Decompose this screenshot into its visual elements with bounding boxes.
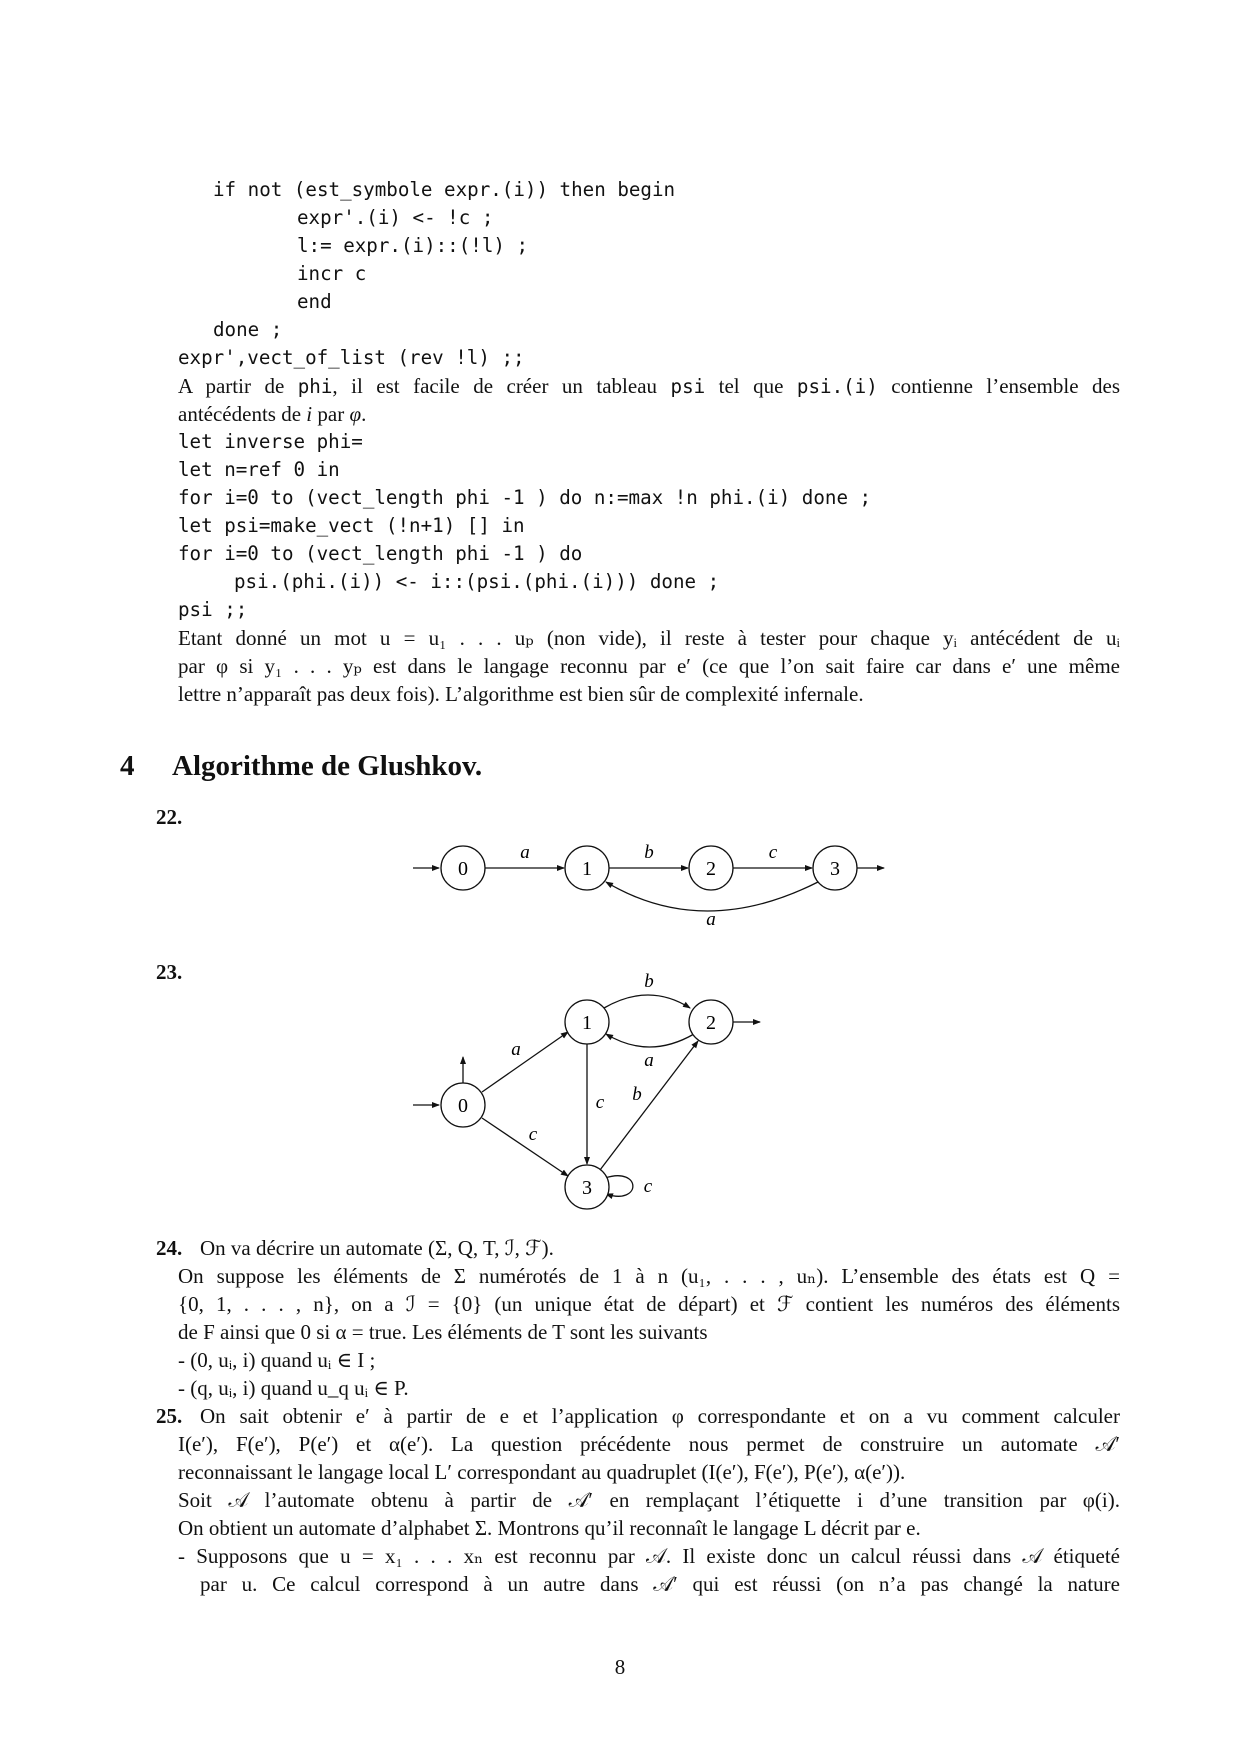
paragraph-line: Soit 𝒜 l’automate obtenu à partir de 𝒜′ en remplaçant l’étiquette i d’une transition par φ(i). [178,1488,1120,1512]
paragraph-line: On obtient un automate d’alphabet Σ. Montrons qu’il reconnaît le langage L décrit par e. [178,1516,921,1540]
list-item: - (q, uᵢ, i) quand u_q uᵢ ∈ P. [178,1376,409,1400]
paragraph-line: par u. Ce calcul correspond à un autre dans 𝒜′ qui est réussi (on n’a pas changé la nature [200,1572,1120,1596]
code-line: incr c [297,262,367,285]
question-label: 23. [156,960,183,984]
code-line: end [297,290,332,313]
paragraph-line: reconnaissant le langage local L′ correspondant au quadruplet (I(e′), F(e′), P(e′), α(e′)). [178,1460,906,1484]
paragraph-line: {0, 1, . . . , n}, on a ℐ = {0} (un unique état de départ) et ℱ contient les numéros des éléments [178,1292,1120,1316]
paragraph-line: On va décrire un automate (Σ, Q, T, ℐ, ℱ). [200,1236,554,1260]
edge-label: a [520,842,530,863]
paragraph-line: On sait obtenir e′ à partir de e et l’application φ correspondante et on a vu comment calculer [200,1404,1120,1428]
paragraph-line: On suppose les éléments de Σ numérotés de 1 à n (u₁, . . . , uₙ). L’ensemble des états est Q = [178,1264,1120,1288]
question-label: 24. [156,1236,183,1260]
state-label: 3 [582,1177,592,1199]
code-line: expr',vect_of_list (rev !l) ;; [178,346,525,369]
edge-2-1 [606,1034,694,1047]
list-item: - Supposons que u = x₁ . . . xₙ est reconnu par 𝒜. Il existe donc un calcul réussi dans 𝒜 étiqueté [178,1544,1120,1568]
state-label: 1 [582,858,592,880]
question-label: 22. [156,805,183,829]
page-number: 8 [614,1655,626,1679]
edge-label: b [632,1084,642,1105]
paragraph-line: lettre n’apparaît pas deux fois). L’algorithme est bien sûr de complexité infernale. [178,682,864,706]
state-label: 1 [582,1012,592,1034]
edge-label: c [528,1124,538,1145]
paragraph-line: par φ si y₁ . . . yₚ est dans le langage reconnu par e′ (ce que l’on sait faire car dans e′ une même [178,654,1120,678]
state-label: 2 [706,1012,716,1034]
code-line: done ; [213,318,283,341]
state-label: 0 [458,858,468,880]
code-line: let psi=make_vect (!n+1) [] in [178,514,525,537]
edge-label: b [644,971,654,992]
code-line: for i=0 to (vect_length phi -1 ) do [178,542,583,565]
edge-label: a [706,909,716,930]
paragraph-line: I(e′), F(e′), P(e′) et α(e′). La question précédente nous permet de construire un automate 𝒜′ [178,1432,1120,1456]
code-line: if not (est_symbole expr.(i)) then begin [213,178,676,201]
code-line: l:= expr.(i)::(!l) ; [297,234,529,257]
automaton-22 [413,842,884,930]
paragraph-line: Etant donné un mot u = u₁ . . . uₚ (non vide), il reste à tester pour chaque yᵢ antécédent de uᵢ [178,626,1120,650]
code-line: expr'.(i) <- !c ; [297,206,494,229]
state-label: 3 [830,858,840,880]
edge-0-3 [482,1118,568,1176]
code-line: psi.(phi.(i)) <- i::(psi.(phi.(i))) done ; [234,570,720,593]
edge-label: c [643,1176,653,1197]
code-line: let inverse phi= [178,430,363,453]
code-line: let n=ref 0 in [178,458,340,481]
paragraph-line: de F ainsi que 0 si α = true. Les éléments de T sont les suivants [178,1320,708,1344]
code-line: for i=0 to (vect_length phi -1 ) do n:=max !n phi.(i) done ; [178,486,872,509]
automaton-23 [413,971,760,1209]
edge-label: c [595,1092,605,1113]
section-number: 4 [120,750,135,782]
question-label: 25. [156,1404,183,1428]
edge-label: a [511,1039,521,1060]
state-label: 0 [458,1095,468,1117]
edge-1-2 [604,995,690,1008]
list-item: - (0, uᵢ, i) quand uᵢ ∈ I ; [178,1348,376,1372]
section-title: Algorithme de Glushkov. [172,750,483,782]
edge-label: c [768,842,778,863]
paragraph-line: A partir de phi, il est facile de créer un tableau psi tel que psi.(i) contienne l’ensemble des [178,374,1120,398]
edge-label: a [644,1050,654,1071]
edge-0-1 [482,1032,568,1092]
paragraph-line: antécédents de i par φ. [178,402,367,426]
edge-label: b [644,842,654,863]
state-label: 2 [706,858,716,880]
code-line: psi ;; [178,598,248,621]
